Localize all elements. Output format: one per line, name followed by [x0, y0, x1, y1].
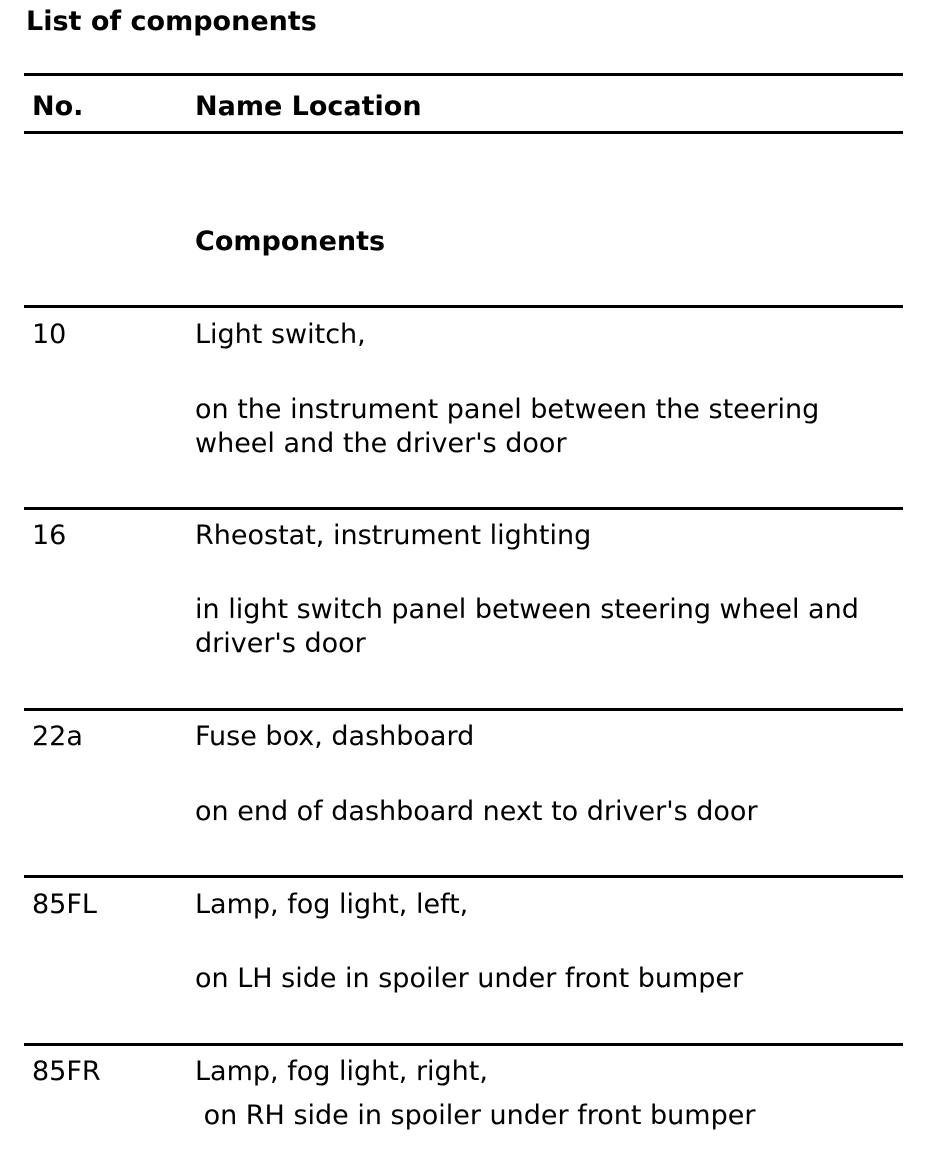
component-location: on LH side in spoiler under front bumper [195, 963, 744, 994]
page-title: List of components [26, 6, 317, 37]
component-location: in light switch panel between steering wheel and driver's door [195, 594, 859, 659]
component-name: Lamp, fog light, left, [195, 889, 469, 920]
section-rule [24, 305, 903, 308]
row-divider [24, 1043, 903, 1046]
component-location: on end of dashboard next to driver's door [195, 796, 758, 827]
header-bottom-rule [24, 131, 903, 134]
component-name: Rheostat, instrument lighting [195, 520, 592, 551]
component-name: Light switch, [195, 319, 366, 350]
row-divider [24, 875, 903, 878]
row-divider [24, 708, 903, 711]
component-location: on the instrument panel between the steering wheel and the driver's door [195, 394, 820, 459]
section-heading: Components [195, 226, 386, 257]
row-divider [24, 507, 903, 510]
row-number: 85FL [32, 889, 97, 920]
component-name: Fuse box, dashboard [195, 721, 475, 752]
row-number: 85FR [32, 1056, 101, 1087]
row-number: 16 [32, 520, 67, 551]
component-name: Lamp, fog light, right, [195, 1056, 488, 1087]
row-number: 10 [32, 319, 67, 350]
component-location: on RH side in spoiler under front bumper [195, 1100, 756, 1131]
row-number: 22a [32, 721, 83, 752]
table-top-rule [24, 73, 903, 76]
column-header-no: No. [32, 91, 84, 122]
column-header-name-location: Name Location [195, 91, 422, 122]
